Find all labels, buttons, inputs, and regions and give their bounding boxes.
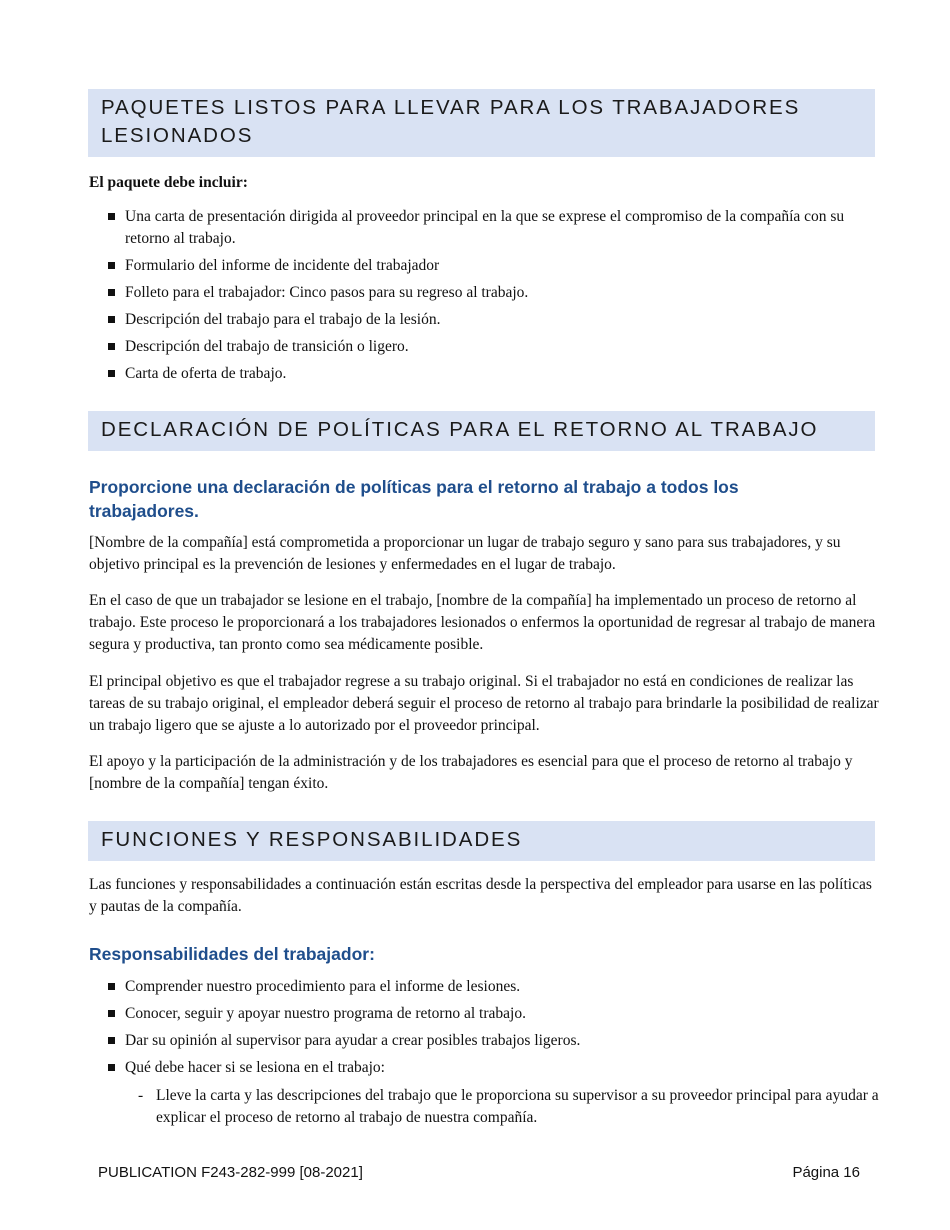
square-bullet-icon [108,983,115,990]
list-item: Una carta de presentación dirigida al proveedor principal en la que se exprese el compromiso de la compañía con su retorno al trabajo. [89,206,879,250]
square-bullet-icon [108,1010,115,1017]
section-heading-policy-statement: DECLARACIÓN DE POLÍTICAS PARA EL RETORNO AL TRABAJO [88,411,875,451]
square-bullet-icon [108,316,115,323]
policy-subheading: Proporcione una declaración de políticas para el retorno al trabajo a todos los trabajadores. [89,477,739,521]
list-item: Descripción del trabajo de transición o ligero. [89,336,879,358]
list-item: Carta de oferta de trabajo. [89,363,879,385]
list-item: Folleto para el trabajador: Cinco pasos para su regreso al trabajo. [89,282,879,304]
square-bullet-icon [108,1064,115,1071]
square-bullet-icon [108,370,115,377]
policy-paragraph: En el caso de que un trabajador se lesione en el trabajo, [nombre de la compañía] ha implementado un proceso de retorno al trabajo. Este proceso le proporcionará a los trabajadores lesionados o enfermos la oportunidad de regresar al trabajo de manera segura y productiva, tan pronto como sea médicamente posible. [89,592,876,653]
square-bullet-icon [108,262,115,269]
worker-responsibilities-heading: Responsabilidades del trabajador: [89,944,375,964]
package-intro: El paquete debe incluir: [89,174,248,191]
list-item: Conocer, seguir y apoyar nuestro programa de retorno al trabajo. [89,1003,879,1025]
list-item: Formulario del informe de incidente del trabajador [89,255,879,277]
square-bullet-icon [108,1037,115,1044]
footer-publication: PUBLICATION F243-282-999 [08-2021] [98,1164,363,1181]
roles-intro: Las funciones y responsabilidades a continuación están escritas desde la perspectiva del empleador para usarse en las políticas y pautas de la compañía. [89,876,872,915]
policy-paragraph: [Nombre de la compañía] está comprometida a proporcionar un lugar de trabajo seguro y sano para sus trabajadores, y su objetivo principal es la prevención de lesiones y enfermedades en el lugar de trabajo. [89,534,841,573]
list-item: Dar su opinión al supervisor para ayudar a crear posibles trabajos ligeros. [89,1030,879,1052]
section-heading-takeaway-packets: PAQUETES LISTOS PARA LLEVAR PARA LOS TRABAJADORES LESIONADOS [88,89,875,157]
dash-bullet: - [138,1087,144,1104]
list-item: Qué debe hacer si se lesiona en el trabajo: - Lleve la carta y las descripciones del trabajo que le proporciona su supervisor a su proveedor principal para ayudar a explicar el proceso de retorno al trabajo de nuestra compañía. [89,1057,879,1129]
list-item: - Lleve la carta y las descripciones del trabajo que le proporciona su supervisor a su proveedor principal para ayudar a explicar el proceso de retorno al trabajo de nuestra compañía. [138,1087,879,1126]
list-item: Comprender nuestro procedimiento para el informe de lesiones. [89,976,879,998]
package-list [89,206,879,385]
policy-paragraph: El apoyo y la participación de la administración y de los trabajadores es esencial para que el proceso de retorno al trabajo y [nombre de la compañía] tengan éxito. [89,753,853,792]
square-bullet-icon [108,343,115,350]
injury-steps-list [125,1085,879,1129]
square-bullet-icon [108,213,115,220]
worker-responsibilities-list [89,976,879,1129]
section-heading-roles: FUNCIONES Y RESPONSABILIDADES [88,821,875,861]
footer-page-number: Página 16 [792,1164,860,1181]
square-bullet-icon [108,289,115,296]
policy-paragraph: El principal objetivo es que el trabajador regrese a su trabajo original. Si el trabajador no está en condiciones de realizar las tareas de su trabajo original, el empleador deberá seguir el proceso de retorno al trabajo para brindarle la posibilidad de realizar un trabajo ligero que se ajuste a lo autorizado por el proveedor principal. [89,673,879,734]
list-item: Descripción del trabajo para el trabajo de la lesión. [89,309,879,331]
